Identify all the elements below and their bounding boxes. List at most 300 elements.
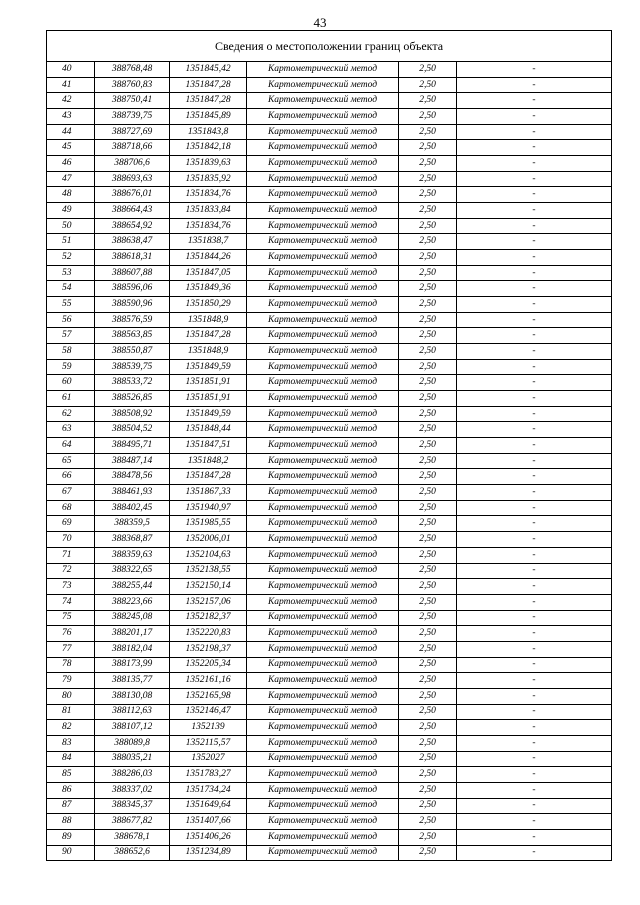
method-cell: Картометрический метод	[247, 93, 399, 109]
y-coordinate-cell: 1351834,76	[170, 187, 247, 203]
point-number-cell: 86	[47, 782, 95, 798]
description-cell: -	[457, 814, 612, 830]
description-cell: -	[457, 391, 612, 407]
table-row	[47, 610, 612, 626]
accuracy-cell: 2,50	[399, 594, 457, 610]
accuracy-cell: 2,50	[399, 673, 457, 689]
accuracy-cell: 2,50	[399, 140, 457, 156]
y-coordinate-cell: 1351940,97	[170, 500, 247, 516]
point-number-cell: 41	[47, 77, 95, 93]
table-row	[47, 156, 612, 172]
accuracy-cell: 2,50	[399, 829, 457, 845]
method-cell: Картометрический метод	[247, 281, 399, 297]
y-coordinate-cell: 1352198,37	[170, 641, 247, 657]
description-cell: -	[457, 187, 612, 203]
table-row	[47, 375, 612, 391]
x-coordinate-cell: 388089,8	[95, 735, 170, 751]
description-cell: -	[457, 140, 612, 156]
description-cell: -	[457, 469, 612, 485]
accuracy-cell: 2,50	[399, 657, 457, 673]
y-coordinate-cell: 1351867,33	[170, 485, 247, 501]
x-coordinate-cell: 388664,43	[95, 203, 170, 219]
method-cell: Картометрический метод	[247, 579, 399, 595]
x-coordinate-cell: 388607,88	[95, 265, 170, 281]
method-cell: Картометрический метод	[247, 547, 399, 563]
table-row	[47, 829, 612, 845]
method-cell: Картометрический метод	[247, 657, 399, 673]
table-row	[47, 438, 612, 454]
method-cell: Картометрический метод	[247, 735, 399, 751]
method-cell: Картометрический метод	[247, 375, 399, 391]
description-cell: -	[457, 485, 612, 501]
table-row	[47, 814, 612, 830]
point-number-cell: 62	[47, 406, 95, 422]
x-coordinate-cell: 388322,65	[95, 563, 170, 579]
y-coordinate-cell: 1351847,28	[170, 328, 247, 344]
accuracy-cell: 2,50	[399, 798, 457, 814]
description-cell: -	[457, 641, 612, 657]
point-number-cell: 57	[47, 328, 95, 344]
x-coordinate-cell: 388677,82	[95, 814, 170, 830]
description-cell: -	[457, 626, 612, 642]
x-coordinate-cell: 388337,02	[95, 782, 170, 798]
accuracy-cell: 2,50	[399, 485, 457, 501]
table-row	[47, 93, 612, 109]
method-cell: Картометрический метод	[247, 485, 399, 501]
table-row	[47, 688, 612, 704]
accuracy-cell: 2,50	[399, 469, 457, 485]
accuracy-cell: 2,50	[399, 156, 457, 172]
x-coordinate-cell: 388739,75	[95, 109, 170, 125]
x-coordinate-cell: 388345,37	[95, 798, 170, 814]
point-number-cell: 47	[47, 171, 95, 187]
method-cell: Картометрический метод	[247, 610, 399, 626]
accuracy-cell: 2,50	[399, 532, 457, 548]
x-coordinate-cell: 388402,45	[95, 500, 170, 516]
description-cell: -	[457, 203, 612, 219]
accuracy-cell: 2,50	[399, 328, 457, 344]
point-number-cell: 84	[47, 751, 95, 767]
y-coordinate-cell: 1351845,89	[170, 109, 247, 125]
accuracy-cell: 2,50	[399, 563, 457, 579]
description-cell: -	[457, 250, 612, 266]
y-coordinate-cell: 1351848,9	[170, 344, 247, 360]
accuracy-cell: 2,50	[399, 704, 457, 720]
point-number-cell: 48	[47, 187, 95, 203]
description-cell: -	[457, 422, 612, 438]
y-coordinate-cell: 1351783,27	[170, 767, 247, 783]
y-coordinate-cell: 1351848,44	[170, 422, 247, 438]
accuracy-cell: 2,50	[399, 406, 457, 422]
x-coordinate-cell: 388654,92	[95, 218, 170, 234]
accuracy-cell: 2,50	[399, 109, 457, 125]
method-cell: Картометрический метод	[247, 626, 399, 642]
y-coordinate-cell: 1352150,14	[170, 579, 247, 595]
description-cell: -	[457, 62, 612, 78]
x-coordinate-cell: 388533,72	[95, 375, 170, 391]
x-coordinate-cell: 388750,41	[95, 93, 170, 109]
point-number-cell: 61	[47, 391, 95, 407]
accuracy-cell: 2,50	[399, 187, 457, 203]
point-number-cell: 68	[47, 500, 95, 516]
method-cell: Картометрический метод	[247, 563, 399, 579]
description-cell: -	[457, 359, 612, 375]
point-number-cell: 53	[47, 265, 95, 281]
table-row	[47, 171, 612, 187]
method-cell: Картометрический метод	[247, 312, 399, 328]
y-coordinate-cell: 1352165,98	[170, 688, 247, 704]
point-number-cell: 54	[47, 281, 95, 297]
x-coordinate-cell: 388563,85	[95, 328, 170, 344]
description-cell: -	[457, 735, 612, 751]
boundary-coordinates-table	[46, 30, 612, 861]
y-coordinate-cell: 1352139	[170, 720, 247, 736]
x-coordinate-cell: 388539,75	[95, 359, 170, 375]
accuracy-cell: 2,50	[399, 641, 457, 657]
accuracy-cell: 2,50	[399, 547, 457, 563]
point-number-cell: 71	[47, 547, 95, 563]
description-cell: -	[457, 124, 612, 140]
description-cell: -	[457, 156, 612, 172]
x-coordinate-cell: 388495,71	[95, 438, 170, 454]
accuracy-cell: 2,50	[399, 77, 457, 93]
table-row	[47, 140, 612, 156]
description-cell: -	[457, 532, 612, 548]
x-coordinate-cell: 388182,04	[95, 641, 170, 657]
point-number-cell: 80	[47, 688, 95, 704]
description-cell: -	[457, 767, 612, 783]
accuracy-cell: 2,50	[399, 203, 457, 219]
point-number-cell: 50	[47, 218, 95, 234]
point-number-cell: 40	[47, 62, 95, 78]
table-row	[47, 594, 612, 610]
method-cell: Картометрический метод	[247, 469, 399, 485]
table-row	[47, 453, 612, 469]
x-coordinate-cell: 388461,93	[95, 485, 170, 501]
y-coordinate-cell: 1351851,91	[170, 391, 247, 407]
point-number-cell: 44	[47, 124, 95, 140]
description-cell: -	[457, 77, 612, 93]
x-coordinate-cell: 388508,92	[95, 406, 170, 422]
accuracy-cell: 2,50	[399, 516, 457, 532]
table-title: Сведения о местоположении границ объекта	[47, 31, 612, 62]
y-coordinate-cell: 1351734,24	[170, 782, 247, 798]
point-number-cell: 78	[47, 657, 95, 673]
x-coordinate-cell: 388550,87	[95, 344, 170, 360]
table-row	[47, 250, 612, 266]
method-cell: Картометрический метод	[247, 328, 399, 344]
x-coordinate-cell: 388201,17	[95, 626, 170, 642]
y-coordinate-cell: 1351851,91	[170, 375, 247, 391]
y-coordinate-cell: 1352146,47	[170, 704, 247, 720]
description-cell: -	[457, 594, 612, 610]
description-cell: -	[457, 93, 612, 109]
point-number-cell: 69	[47, 516, 95, 532]
x-coordinate-cell: 388130,08	[95, 688, 170, 704]
method-cell: Картометрический метод	[247, 673, 399, 689]
y-coordinate-cell: 1352138,55	[170, 563, 247, 579]
y-coordinate-cell: 1352182,37	[170, 610, 247, 626]
x-coordinate-cell: 388286,03	[95, 767, 170, 783]
method-cell: Картометрический метод	[247, 218, 399, 234]
method-cell: Картометрический метод	[247, 124, 399, 140]
method-cell: Картометрический метод	[247, 641, 399, 657]
y-coordinate-cell: 1351845,42	[170, 62, 247, 78]
point-number-cell: 66	[47, 469, 95, 485]
y-coordinate-cell: 1351847,51	[170, 438, 247, 454]
table-row	[47, 109, 612, 125]
point-number-cell: 81	[47, 704, 95, 720]
point-number-cell: 45	[47, 140, 95, 156]
description-cell: -	[457, 328, 612, 344]
accuracy-cell: 2,50	[399, 626, 457, 642]
accuracy-cell: 2,50	[399, 453, 457, 469]
table-row	[47, 657, 612, 673]
y-coordinate-cell: 1351847,05	[170, 265, 247, 281]
accuracy-cell: 2,50	[399, 265, 457, 281]
accuracy-cell: 2,50	[399, 171, 457, 187]
x-coordinate-cell: 388693,63	[95, 171, 170, 187]
table-row	[47, 359, 612, 375]
point-number-cell: 89	[47, 829, 95, 845]
y-coordinate-cell: 1351234,89	[170, 845, 247, 861]
x-coordinate-cell: 388706,6	[95, 156, 170, 172]
description-cell: -	[457, 845, 612, 861]
table-row	[47, 798, 612, 814]
table-row	[47, 187, 612, 203]
description-cell: -	[457, 312, 612, 328]
point-number-cell: 90	[47, 845, 95, 861]
y-coordinate-cell: 1351847,28	[170, 469, 247, 485]
table-row	[47, 328, 612, 344]
method-cell: Картометрический метод	[247, 500, 399, 516]
method-cell: Картометрический метод	[247, 203, 399, 219]
description-cell: -	[457, 704, 612, 720]
point-number-cell: 52	[47, 250, 95, 266]
description-cell: -	[457, 688, 612, 704]
point-number-cell: 82	[47, 720, 95, 736]
table-row	[47, 62, 612, 78]
method-cell: Картометрический метод	[247, 845, 399, 861]
x-coordinate-cell: 388638,47	[95, 234, 170, 250]
accuracy-cell: 2,50	[399, 312, 457, 328]
point-number-cell: 64	[47, 438, 95, 454]
x-coordinate-cell: 388368,87	[95, 532, 170, 548]
table-row	[47, 704, 612, 720]
x-coordinate-cell: 388596,06	[95, 281, 170, 297]
x-coordinate-cell: 388223,66	[95, 594, 170, 610]
table-row	[47, 641, 612, 657]
description-cell: -	[457, 798, 612, 814]
description-cell: -	[457, 344, 612, 360]
x-coordinate-cell: 388487,14	[95, 453, 170, 469]
x-coordinate-cell: 388652,6	[95, 845, 170, 861]
accuracy-cell: 2,50	[399, 782, 457, 798]
x-coordinate-cell: 388718,66	[95, 140, 170, 156]
point-number-cell: 60	[47, 375, 95, 391]
x-coordinate-cell: 388760,83	[95, 77, 170, 93]
method-cell: Картометрический метод	[247, 814, 399, 830]
description-cell: -	[457, 657, 612, 673]
point-number-cell: 74	[47, 594, 95, 610]
y-coordinate-cell: 1351406,26	[170, 829, 247, 845]
table-row	[47, 406, 612, 422]
accuracy-cell: 2,50	[399, 375, 457, 391]
table-row	[47, 485, 612, 501]
table-row	[47, 312, 612, 328]
description-cell: -	[457, 720, 612, 736]
table-row	[47, 579, 612, 595]
method-cell: Картометрический метод	[247, 250, 399, 266]
x-coordinate-cell: 388112,63	[95, 704, 170, 720]
y-coordinate-cell: 1351835,92	[170, 171, 247, 187]
table-row	[47, 720, 612, 736]
table-row	[47, 500, 612, 516]
method-cell: Картометрический метод	[247, 140, 399, 156]
table-row	[47, 234, 612, 250]
point-number-cell: 43	[47, 109, 95, 125]
table-row	[47, 735, 612, 751]
accuracy-cell: 2,50	[399, 234, 457, 250]
description-cell: -	[457, 673, 612, 689]
point-number-cell: 49	[47, 203, 95, 219]
accuracy-cell: 2,50	[399, 218, 457, 234]
point-number-cell: 85	[47, 767, 95, 783]
y-coordinate-cell: 1351834,76	[170, 218, 247, 234]
accuracy-cell: 2,50	[399, 500, 457, 516]
x-coordinate-cell: 388504,52	[95, 422, 170, 438]
table-row	[47, 532, 612, 548]
description-cell: -	[457, 218, 612, 234]
point-number-cell: 79	[47, 673, 95, 689]
method-cell: Картометрический метод	[247, 171, 399, 187]
point-number-cell: 42	[47, 93, 95, 109]
table-row	[47, 265, 612, 281]
point-number-cell: 55	[47, 297, 95, 313]
description-cell: -	[457, 610, 612, 626]
table-row	[47, 124, 612, 140]
y-coordinate-cell: 1352205,34	[170, 657, 247, 673]
y-coordinate-cell: 1351844,26	[170, 250, 247, 266]
point-number-cell: 72	[47, 563, 95, 579]
y-coordinate-cell: 1351850,29	[170, 297, 247, 313]
table-row	[47, 391, 612, 407]
y-coordinate-cell: 1351847,28	[170, 93, 247, 109]
point-number-cell: 46	[47, 156, 95, 172]
table-row	[47, 203, 612, 219]
point-number-cell: 70	[47, 532, 95, 548]
table-row	[47, 344, 612, 360]
point-number-cell: 63	[47, 422, 95, 438]
accuracy-cell: 2,50	[399, 814, 457, 830]
description-cell: -	[457, 171, 612, 187]
method-cell: Картометрический метод	[247, 767, 399, 783]
method-cell: Картометрический метод	[247, 77, 399, 93]
description-cell: -	[457, 500, 612, 516]
table-row	[47, 751, 612, 767]
description-cell: -	[457, 453, 612, 469]
x-coordinate-cell: 388035,21	[95, 751, 170, 767]
method-cell: Картометрический метод	[247, 516, 399, 532]
accuracy-cell: 2,50	[399, 767, 457, 783]
point-number-cell: 67	[47, 485, 95, 501]
method-cell: Картометрический метод	[247, 704, 399, 720]
table-row	[47, 626, 612, 642]
table-row	[47, 845, 612, 861]
point-number-cell: 59	[47, 359, 95, 375]
method-cell: Картометрический метод	[247, 156, 399, 172]
y-coordinate-cell: 1351849,59	[170, 406, 247, 422]
description-cell: -	[457, 751, 612, 767]
method-cell: Картометрический метод	[247, 438, 399, 454]
method-cell: Картометрический метод	[247, 688, 399, 704]
y-coordinate-cell: 1352006,01	[170, 532, 247, 548]
accuracy-cell: 2,50	[399, 422, 457, 438]
method-cell: Картометрический метод	[247, 109, 399, 125]
accuracy-cell: 2,50	[399, 281, 457, 297]
point-number-cell: 88	[47, 814, 95, 830]
table-row	[47, 281, 612, 297]
point-number-cell: 83	[47, 735, 95, 751]
accuracy-cell: 2,50	[399, 438, 457, 454]
page-number: 43	[313, 15, 327, 30]
table-row	[47, 767, 612, 783]
description-cell: -	[457, 297, 612, 313]
description-cell: -	[457, 265, 612, 281]
y-coordinate-cell: 1352220,83	[170, 626, 247, 642]
description-cell: -	[457, 782, 612, 798]
accuracy-cell: 2,50	[399, 344, 457, 360]
method-cell: Картометрический метод	[247, 782, 399, 798]
y-coordinate-cell: 1352161,16	[170, 673, 247, 689]
point-number-cell: 58	[47, 344, 95, 360]
method-cell: Картометрический метод	[247, 297, 399, 313]
table-row	[47, 218, 612, 234]
x-coordinate-cell: 388678,1	[95, 829, 170, 845]
accuracy-cell: 2,50	[399, 250, 457, 266]
table-row	[47, 422, 612, 438]
table-row	[47, 297, 612, 313]
accuracy-cell: 2,50	[399, 93, 457, 109]
accuracy-cell: 2,50	[399, 391, 457, 407]
y-coordinate-cell: 1351838,7	[170, 234, 247, 250]
method-cell: Картометрический метод	[247, 234, 399, 250]
point-number-cell: 65	[47, 453, 95, 469]
y-coordinate-cell: 1351842,18	[170, 140, 247, 156]
x-coordinate-cell: 388359,5	[95, 516, 170, 532]
method-cell: Картометрический метод	[247, 829, 399, 845]
point-number-cell: 87	[47, 798, 95, 814]
description-cell: -	[457, 406, 612, 422]
x-coordinate-cell: 388107,12	[95, 720, 170, 736]
y-coordinate-cell: 1351849,36	[170, 281, 247, 297]
method-cell: Картометрический метод	[247, 751, 399, 767]
accuracy-cell: 2,50	[399, 751, 457, 767]
method-cell: Картометрический метод	[247, 798, 399, 814]
accuracy-cell: 2,50	[399, 688, 457, 704]
y-coordinate-cell: 1352115,57	[170, 735, 247, 751]
description-cell: -	[457, 281, 612, 297]
x-coordinate-cell: 388576,59	[95, 312, 170, 328]
y-coordinate-cell: 1351839,63	[170, 156, 247, 172]
x-coordinate-cell: 388590,96	[95, 297, 170, 313]
y-coordinate-cell: 1352157,06	[170, 594, 247, 610]
point-number-cell: 73	[47, 579, 95, 595]
y-coordinate-cell: 1351407,66	[170, 814, 247, 830]
y-coordinate-cell: 1352104,63	[170, 547, 247, 563]
point-number-cell: 51	[47, 234, 95, 250]
x-coordinate-cell: 388478,56	[95, 469, 170, 485]
